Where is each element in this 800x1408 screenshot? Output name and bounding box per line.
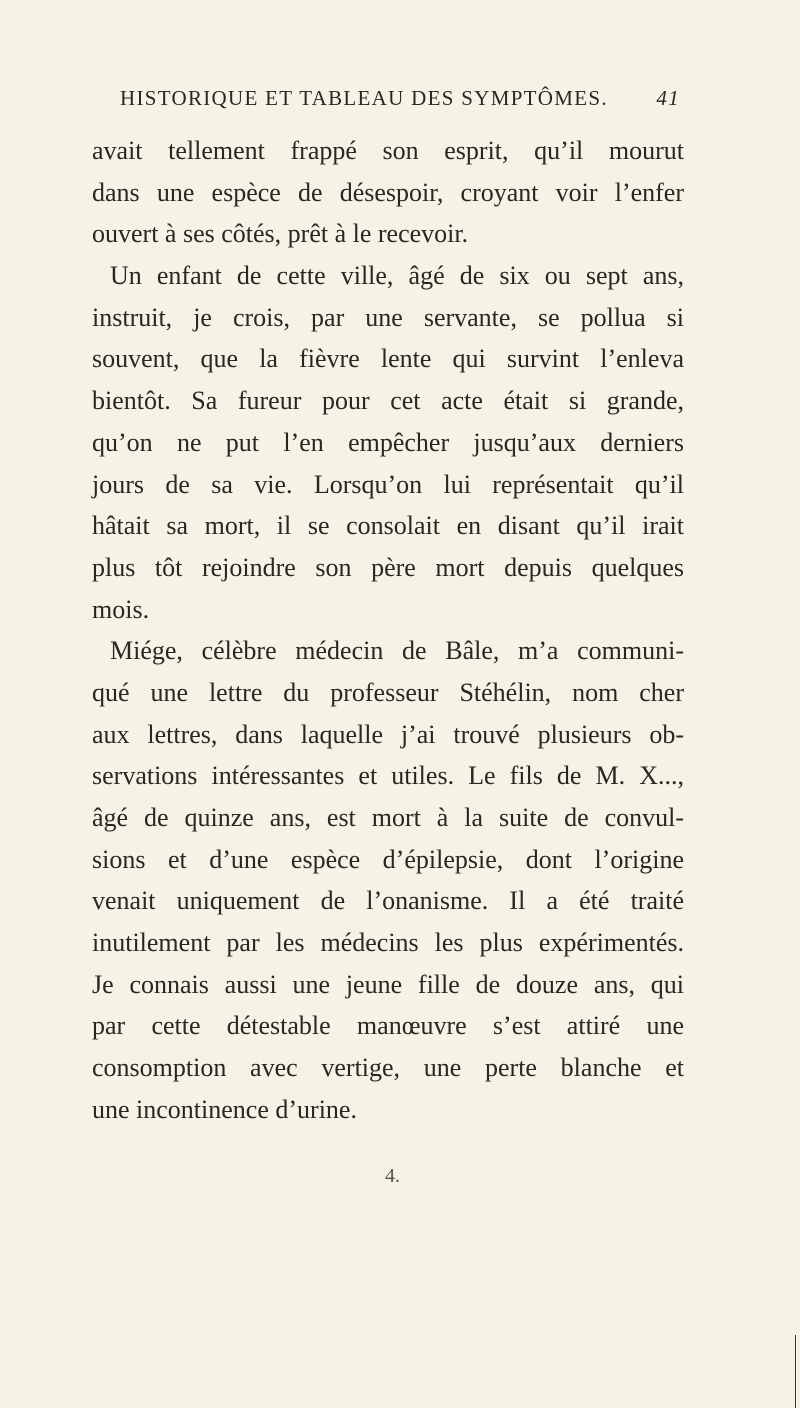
text-line: souvent, que la fièvre lente qui survint l’enleva [92, 344, 684, 374]
margin-rule [795, 1335, 796, 1408]
text-line: venait uniquement de l’onanisme. Il a été traité [92, 886, 684, 916]
text-line: Je connais aussi une jeune fille de douze ans, qui [92, 969, 684, 999]
text-line: sions et d’une espèce d’épilepsie, dont l’origine [92, 844, 684, 874]
text-line: bientôt. Sa fureur pour cet acte était si grande, [92, 386, 684, 416]
text-line: âgé de quinze ans, est mort à la suite de convul- [92, 803, 684, 832]
text-line: Miége, célèbre médecin de Bâle, m’a communi- [110, 636, 684, 666]
text-line: hâtait sa mort, il se consolait en disant qu’il irait [92, 511, 684, 541]
text-line: mois. [92, 594, 150, 624]
body-text [92, 130, 684, 1131]
text-line: une incontinence d’urine. [92, 1094, 357, 1124]
text-line: dans une espèce de désespoir, croyant voir l’enfer [92, 177, 684, 207]
text-line: avait tellement frappé son esprit, qu’il mourut [92, 136, 684, 165]
running-head [120, 86, 680, 116]
text-line: jours de sa vie. Lorsqu’on lui représentait qu’il [92, 469, 684, 499]
text-line: par cette détestable manœuvre s’est attiré une [92, 1011, 684, 1041]
page-number: 41 [656, 86, 680, 110]
text-line: Un enfant de cette ville, âgé de six ou sept ans, [110, 261, 684, 291]
text-line: instruit, je crois, par une servante, se pollua si [92, 302, 684, 332]
text-line: inutilement par les médecins les plus expérimentés. [92, 928, 684, 958]
text-line: plus tôt rejoindre son père mort depuis quelques [92, 552, 684, 582]
text-line: consomption avec vertige, une perte blanche et [92, 1053, 684, 1083]
signature-mark: 4. [385, 1165, 400, 1187]
text-line: servations intéressantes et utiles. Le fils de M. X..., [92, 761, 684, 791]
text-line: ouvert à ses côtés, prêt à le recevoir. [92, 219, 469, 249]
text-line: aux lettres, dans laquelle j’ai trouvé plusieurs ob- [92, 719, 684, 749]
text-line: qué une lettre du professeur Stéhélin, nom cher [92, 677, 684, 707]
running-title: HISTORIQUE ET TABLEAU DES SYMPTÔMES. [120, 86, 608, 110]
text-line: qu’on ne put l’en empêcher jusqu’aux derniers [92, 427, 684, 457]
